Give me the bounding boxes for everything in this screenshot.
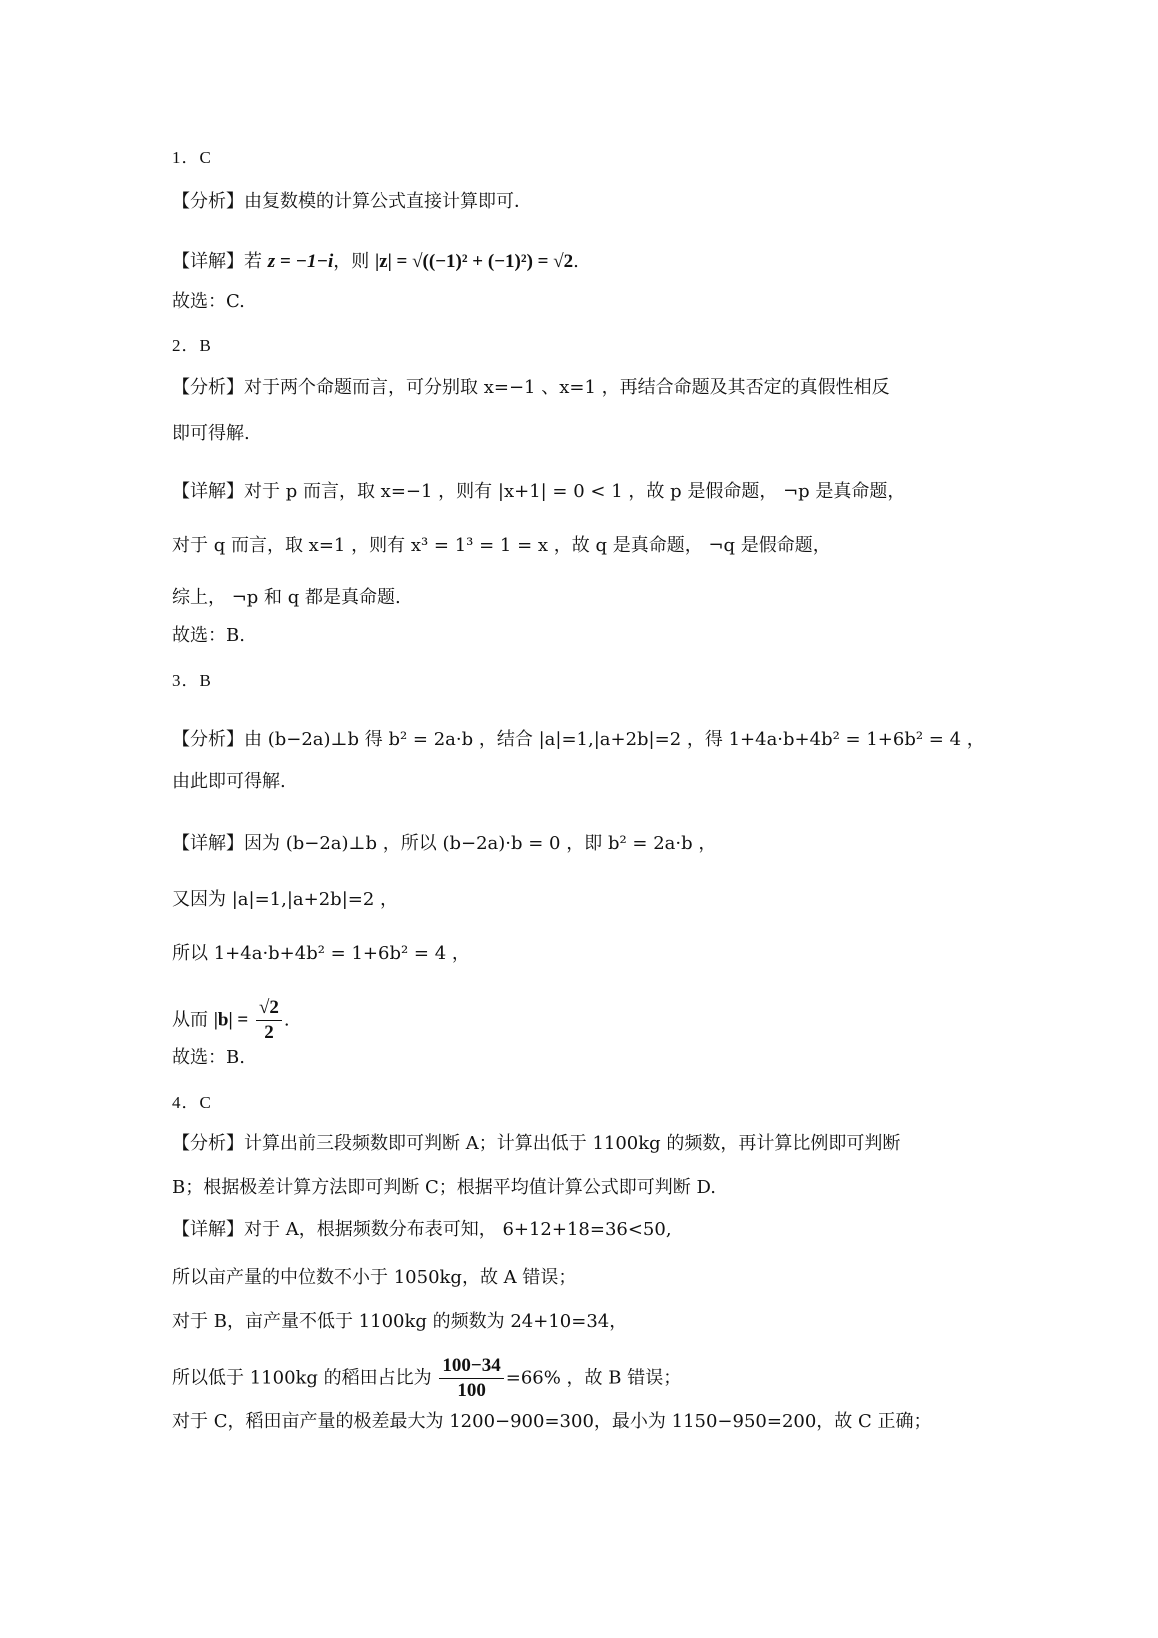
detail-tag: 【详解】 xyxy=(172,1219,244,1240)
analysis-tag: 【分析】 xyxy=(172,377,244,398)
detail-text: 因为 (b−2a)⊥b ，所以 (b−2a)·b = 0 ，即 b² = 2a·b ， xyxy=(244,833,717,854)
item-4-detail-line-2: 所以亩产量的中位数不小于 1050kg，故 A 错误； xyxy=(172,1267,577,1288)
fraction: $\frac{100-34}{100}$ xyxy=(439,1354,503,1403)
detail-text: 对于 p 而言，取 x=−1 ，则有 |x+1| = 0 < 1 ，故 p 是假命题， ¬p 是真命题， xyxy=(244,481,906,502)
detail-tag: 【详解】 xyxy=(172,481,244,502)
item-2-analysis-line-1 xyxy=(172,376,890,400)
item-3-header: 3．B xyxy=(172,671,212,690)
formula: |z| = √((−1)² + (−1)²) = √2 xyxy=(375,251,574,272)
item-2-detail-line-3: 综上， ¬p 和 q 都是真命题. xyxy=(172,587,401,608)
item-3-detail-line-3: 所以 1+4a·b+4b² = 1+6b² = 4 ， xyxy=(172,943,470,964)
item-2-answer: 故选：B. xyxy=(172,625,245,646)
item-3-analysis-line-1 xyxy=(172,728,985,752)
analysis-tag: 【分析】 xyxy=(172,1133,244,1154)
item-2-analysis-line-2: 即可得解. xyxy=(172,423,250,444)
analysis-text: 计算出前三段频数即可判断 A；计算出低于 1100kg 的频数，再计算比例即可判断 xyxy=(244,1133,901,1154)
analysis-tag: 【分析】 xyxy=(172,191,244,212)
item-4-detail-line-5: 对于 C，稻田亩产量的极差最大为 1200−900=300，最小为 1150−950=200，故 C 正确； xyxy=(172,1411,932,1432)
item-3-answer: 故选：B. xyxy=(172,1047,245,1068)
analysis-text: 由 (b−2a)⊥b 得 b² = 2a·b ，结合 |a|=1,|a+2b|=2 ，得 1+4a·b+4b² = 1+6b² = 4 ， xyxy=(244,729,985,750)
item-1-answer: 故选：C. xyxy=(172,291,245,312)
item-2-detail-line-2: 对于 q 而言，取 x=1 ，则有 x³ = 1³ = 1 = x ，故 q 是真命题， ¬q 是假命题， xyxy=(172,535,831,556)
item-4-header: 4．C xyxy=(172,1093,212,1112)
item-4-analysis-line-1 xyxy=(172,1132,900,1156)
detail-text: 对于 A，根据频数分布表可知， 6+12+18=36<50, xyxy=(244,1219,672,1240)
item-1-detail: 【详解】若 z = −1−i，则 |z| = √((−1)² + (−1)²) = √2. xyxy=(172,251,579,272)
formula: z = −1−i xyxy=(267,251,334,272)
item-4-analysis-line-2: B；根据极差计算方法即可判断 C；根据平均值计算公式即可判断 D. xyxy=(172,1177,716,1198)
item-2-header: 2．B xyxy=(172,336,212,355)
detail-tag: 【详解】 xyxy=(172,251,244,272)
analysis-tag: 【分析】 xyxy=(172,729,244,750)
item-3-analysis-line-2: 由此即可得解. xyxy=(172,771,286,792)
item-4-detail-line-1 xyxy=(172,1218,672,1242)
item-4-detail-line-4: 所以低于 1100kg 的稻田占比为 $\frac{100-34}{100}$ =66% ，故 B 错误； xyxy=(172,1355,682,1401)
analysis-text: 由复数模的计算公式直接计算即可． xyxy=(244,191,532,212)
item-1-analysis xyxy=(172,190,532,214)
item-4-detail-line-3: 对于 B，亩产量不低于 1100kg 的频数为 24+10=34， xyxy=(172,1311,628,1332)
item-2-detail-line-1 xyxy=(172,480,905,504)
formula: |b| = xyxy=(213,1009,249,1031)
item-3-detail-line-2: 又因为 |a|=1,|a+2b|=2 ， xyxy=(172,889,399,910)
fraction: $\frac{√2}{2}$ xyxy=(256,996,282,1045)
item-1-header: 1．C xyxy=(172,148,212,167)
item-3-detail-line-1 xyxy=(172,832,716,856)
analysis-text: 对于两个命题而言，可分别取 x=−1 、x=1 ，再结合命题及其否定的真假性相反 xyxy=(244,377,890,398)
detail-tag: 【详解】 xyxy=(172,833,244,854)
item-3-detail-line-4: 从而 |b| = $\frac{√2}{2}$ . xyxy=(172,997,290,1043)
